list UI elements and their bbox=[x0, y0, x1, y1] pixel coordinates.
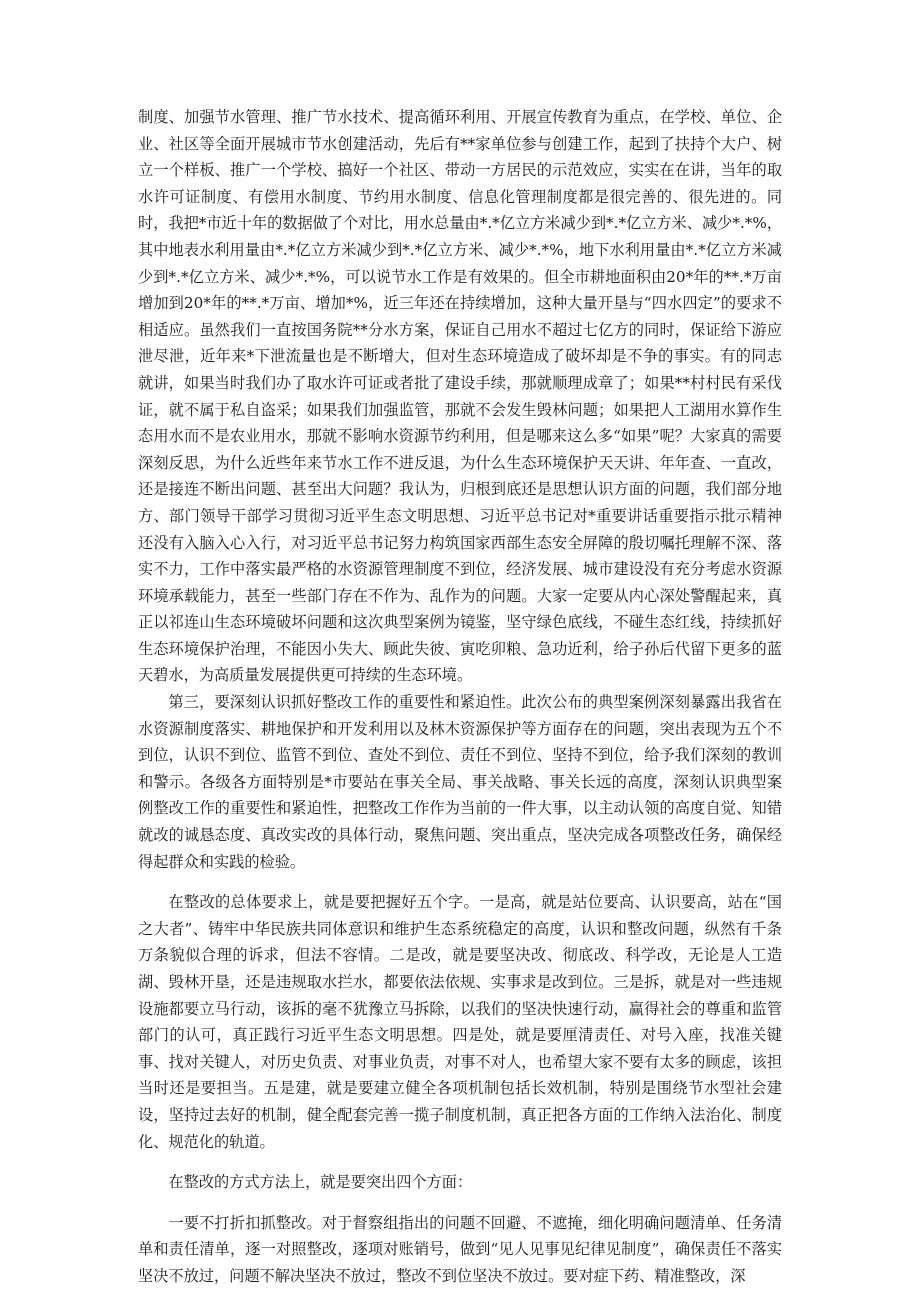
paragraph-overall-requirements: 在整改的总体要求上，就是要把握好五个字。一是高，就是站位要高、认识要高，站在“国之大者”、铸牢中华民族共同体意识和维护生态系统稳定的高度，认识和整改问题，纵然有千条万条貌似合理的诉求，但法不容情。二是改，就是要坚决改、彻底改、科学改，无论是人工造湖、毁林开垦，还是违规取水拦水，都要依法依规、实事求是改到位。三是拆，就是对一些违规设施都要立马行动，该拆的毫不犹豫立马拆除，以我们的坚决快速行动，赢得社会的尊重和监管部门的认可，真正践行习近平生态文明思想。四是处，就是要厘清责任、对号入座，找准关键事、找对关键人，对历史负责、对事业负责，对事不对人，也希望大家不要有太多的顾虑，该担当时还是要担当。五是建，就是要建立健全各项机制包括长效机制，特别是围绕节水型社会建设，坚持过去好的机制，健全配套完善一揽子制度机制，真正把各方面的工作纳入法治化、制度化、规范化的轨道。 bbox=[138, 893, 782, 1151]
document-page bbox=[138, 104, 782, 1290]
paragraph-continuation: 制度、加强节水管理、推广节水技术、提高循环利用、开展宣传教育为重点，在学校、单位、企业、社区等全面开展城市节水创建活动，先后有**家单位参与创建工作，起到了扶持个大户、树立一个样板、推广一个学校、搞好一个社区、带动一方居民的示范效应，实实在在讲，当年的取水许可证制度、有偿用水制度、节约用水制度、信息化管理制度都是很完善的、很先进的。同时，我把*市近十年的数据做了个对比，用水总量由*.*亿立方米减少到*.*亿立方米、减少*.*%，其中地表水利用量由*.*亿立方米减少到*.*亿立方米、减少*.*%，地下水利用量由*.*亿立方米减少到*.*亿立方米、减少*.*%，可以说节水工作是有效果的。但全市耕地面积由20*年的**.*万亩增加到20*年的**.*万亩、增加*%，近三年还在持续增加，这种大量开垦与“四水四定”的要求不相适应。虽然我们一直按国务院**分水方案，保证自己用水不超过七亿方的同时，保证给下游应泄尽泄，近年来*下泄流量也是不断增大，但对生态环境造成了破坏却是不争的事实。有的同志就讲，如果当时我们办了取水许可证或者批了建设手续，那就顺理成章了；如果**村村民有采伐证，就不属于私自盗采；如果我们加强监管，那就不会发生毁林问题；如果把人工湖用水算作生态用水而不是农业用水，那就不影响水资源节约利用，但是哪来这么多“如果”呢？大家真的需要深刻反思，为什么近些年来节水工作不进反退，为什么生态环境保护天天讲、年年查、一直改，还是接连不断出问题、甚至出大问题？我认为，归根到底还是思想认识方面的问题，我们部分地方、部门领导干部学习贯彻习近平生态文明思想、习近平总书记对*重要讲话重要指示批示精神还没有入脑入心入行，对习近平总书记努力构筑国家西部生态安全屏障的殷切嘱托理解不深、落实不力，工作中落实最严格的水资源管理制度不到位，经济发展、城市建设没有充分考虑水资源环境承载能力，甚至一些部门存在不作为、乱作为的问题。大家一定要从内心深处警醒起来，真正以祁连山生态环境破坏问题和这次典型案例为镜鉴，坚守绿色底线，不碰生态红线，持续抓好生态环境保护治理，不能因小失大、顾此失彼、寅吃卯粮、急功近利，给子孙后代留下更多的蓝天碧水，为高质量发展提供更可持续的生态环境。 bbox=[138, 108, 783, 685]
paragraph-methods-intro: 在整改的方式方法上，就是要突出四个方面： bbox=[168, 1173, 473, 1192]
paragraph-method-one: 一要不打折扣抓整改。对于督察组指出的问题不回避、不遮掩，细化明确问题清单、任务清单和责任清单，逐一对照整改，逐项对账销号，做到“见人见事见纪律见制度”，确保责任不落实坚决不放过，问题不解决坚决不放过，整改不到位坚决不放过。要对症下药、精准整改，深 bbox=[138, 1213, 782, 1285]
paragraph-third-point: 第三，要深刻认识抓好整改工作的重要性和紧迫性。此次公布的典型案例深刻暴露出我省在水资源制度落实、耕地保护和开发利用以及林木资源保护等方面存在的问题，突出表现为五个不到位，认识不到位、监管不到位、查处不到位、责任不到位、坚持不到位，给予我们深刻的教训和警示。各级各方面特别是*市要站在事关全局、事关战略、事关长远的高度，深刻认识典型案例整改工作的重要性和紧迫性，把整改工作作为当前的一件大事，以主动认领的高度自觉、知错就改的诚恳态度、真改实改的具体行动，聚焦问题、突出重点，坚决完成各项整改任务，确保经得起群众和实践的检验。 bbox=[138, 693, 782, 871]
